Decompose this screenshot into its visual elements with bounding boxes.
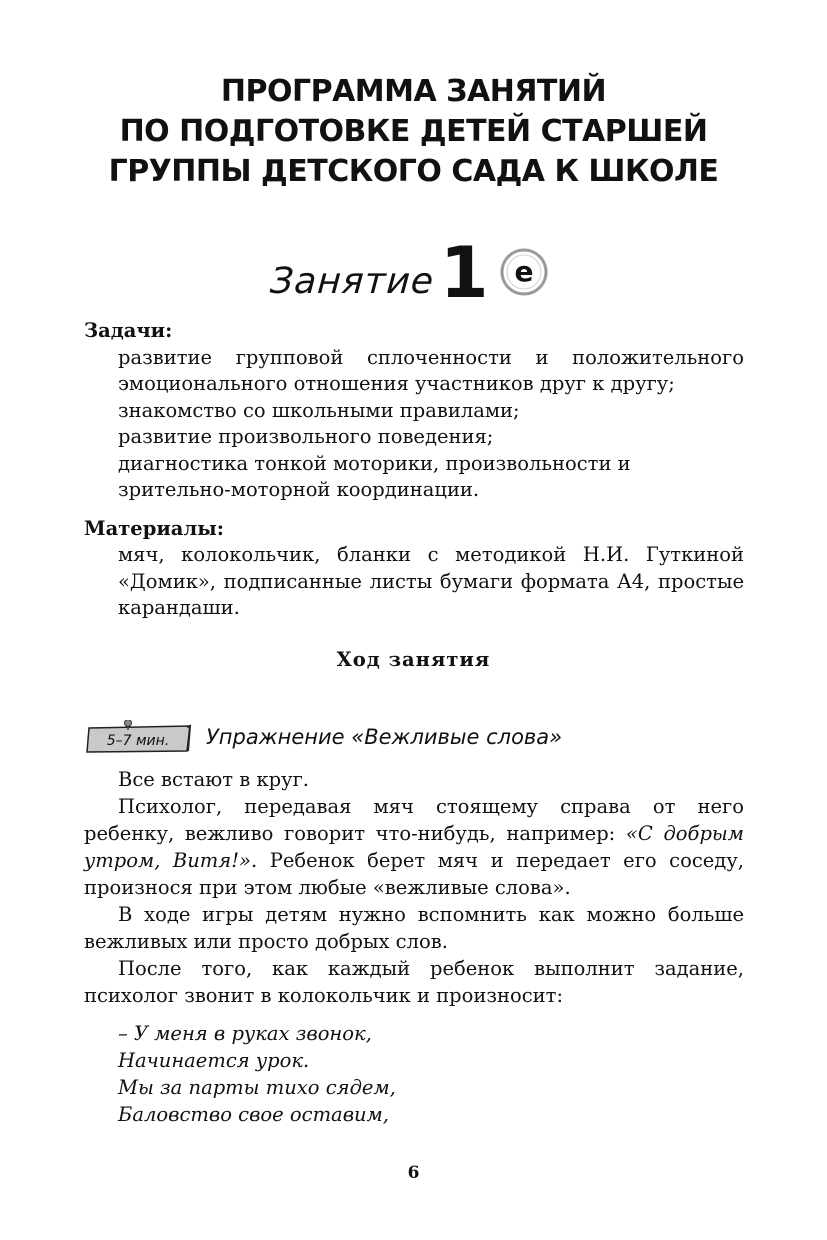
poem [118, 1020, 396, 1128]
paragraph [84, 793, 744, 901]
progress-heading: Ход занятия [336, 648, 491, 671]
lesson-number: 1 [439, 232, 489, 314]
duration-tag [86, 720, 192, 754]
exercise-description [84, 766, 744, 1009]
lesson-heading [268, 228, 489, 314]
tasks-list [118, 345, 744, 504]
task-item: развитие групповой сплоченности и положительного эмоционального отношения участников друг к другу; [118, 345, 744, 395]
e-letter-icon [500, 248, 548, 296]
poem-line: Начинается урок. [118, 1049, 310, 1072]
poem-line: Мы за парты тихо сядем, [118, 1076, 396, 1099]
tasks-heading: Задачи: [84, 319, 173, 342]
title-line-2: ПО ПОДГОТОВКЕ ДЕТЕЙ СТАРШЕЙ [119, 114, 708, 149]
svg-text:e: e [514, 255, 534, 288]
greeting-example: «С добрым утром, Витя!» [84, 822, 744, 872]
duration-text: 5–7 мин. [106, 733, 170, 749]
lesson-plan [84, 318, 744, 622]
task-item: диагностика тонкой моторики, произвольности и зрительно-моторной координации. [118, 451, 631, 501]
paragraph: Все встают в круг. [118, 768, 310, 791]
exercise-title: Упражнение «Вежливые слова» [206, 725, 563, 749]
paragraph-text: Психолог, передавая мяч стоящему справа от него ребенку, вежливо говорит что-нибудь, например: [84, 795, 744, 845]
lesson-word: Занятие [268, 261, 436, 302]
task-item: знакомство со школьными правилами; [118, 398, 520, 422]
title-line-1: ПРОГРАММА ЗАНЯТИЙ [220, 74, 607, 109]
chapter-title [0, 72, 827, 192]
poem-line: – У меня в руках звонок, [118, 1022, 372, 1045]
poem-line: Баловство свое оставим, [118, 1103, 389, 1126]
page-number: 6 [407, 1163, 420, 1183]
paragraph-text: . Ребенок берет мяч и передает его соседу, произнося при этом любые «вежливые слова». [84, 849, 744, 899]
paragraph: В ходе игры детям нужно вспомнить как можно больше вежливых или просто добрых слов. [84, 903, 744, 953]
title-line-3: ГРУППЫ ДЕТСКОГО САДА К ШКОЛЕ [108, 154, 719, 189]
paragraph: После того, как каждый ребенок выполнит задание, психолог звонит в колокольчик и произносит: [84, 957, 744, 1007]
task-item: развитие произвольного поведения; [118, 425, 494, 448]
materials-text: мяч, колокольчик, бланки с методикой Н.И. Гуткиной «Домик», подписанные листы бумаги формата А4, простые карандаши. [118, 543, 744, 619]
materials-heading: Материалы: [84, 516, 224, 540]
